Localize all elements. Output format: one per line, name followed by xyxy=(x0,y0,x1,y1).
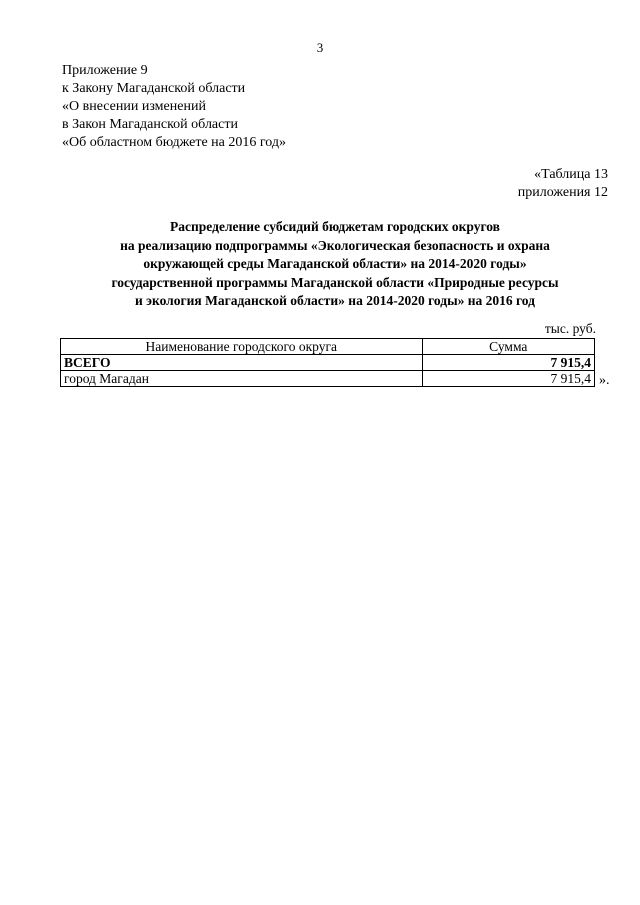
appendix-line: к Закону Магаданской области xyxy=(62,81,246,96)
appendix-reference xyxy=(62,62,286,152)
table-header-row xyxy=(61,339,595,355)
appendix-line: «Об областном бюджете на 2016 год» xyxy=(62,135,286,150)
appendix-line: в Закон Магаданской области xyxy=(62,117,238,132)
document-title xyxy=(40,218,630,311)
table-row xyxy=(61,371,595,387)
header-district-name: Наименование городского округа xyxy=(61,339,423,355)
appendix-line: «О внесении изменений xyxy=(62,99,206,114)
page-number: 3 xyxy=(316,40,324,55)
appendix-line: Приложение 9 xyxy=(62,63,148,78)
header-amount: Сумма xyxy=(422,339,594,355)
title-line: государственной программы Магаданской области «Природные ресурсы xyxy=(111,274,559,290)
title-line: Распределение субсидий бюджетам городских округов xyxy=(170,219,500,234)
table-reference-line: «Таблица 13 xyxy=(534,167,608,182)
closing-quote-mark: ». xyxy=(599,373,610,388)
subsidy-table xyxy=(60,338,595,387)
title-line: окружающей среды Магаданской области» на 2014-2020 годы» xyxy=(143,256,527,271)
table-reference-line: приложения 12 xyxy=(517,185,608,200)
table-total-row xyxy=(61,355,595,371)
district-name: город Магадан xyxy=(61,371,423,387)
units-label: тыс. руб. xyxy=(544,321,596,336)
total-label: ВСЕГО xyxy=(61,355,423,371)
title-line: на реализацию подпрограммы «Экологическая безопасность и охрана xyxy=(120,237,550,253)
title-line: и экология Магаданской области» на 2014-2020 годы» на 2016 год xyxy=(135,293,535,308)
total-amount: 7 915,4 xyxy=(422,355,594,371)
district-amount: 7 915,4 xyxy=(422,371,594,387)
table-reference xyxy=(518,166,608,202)
